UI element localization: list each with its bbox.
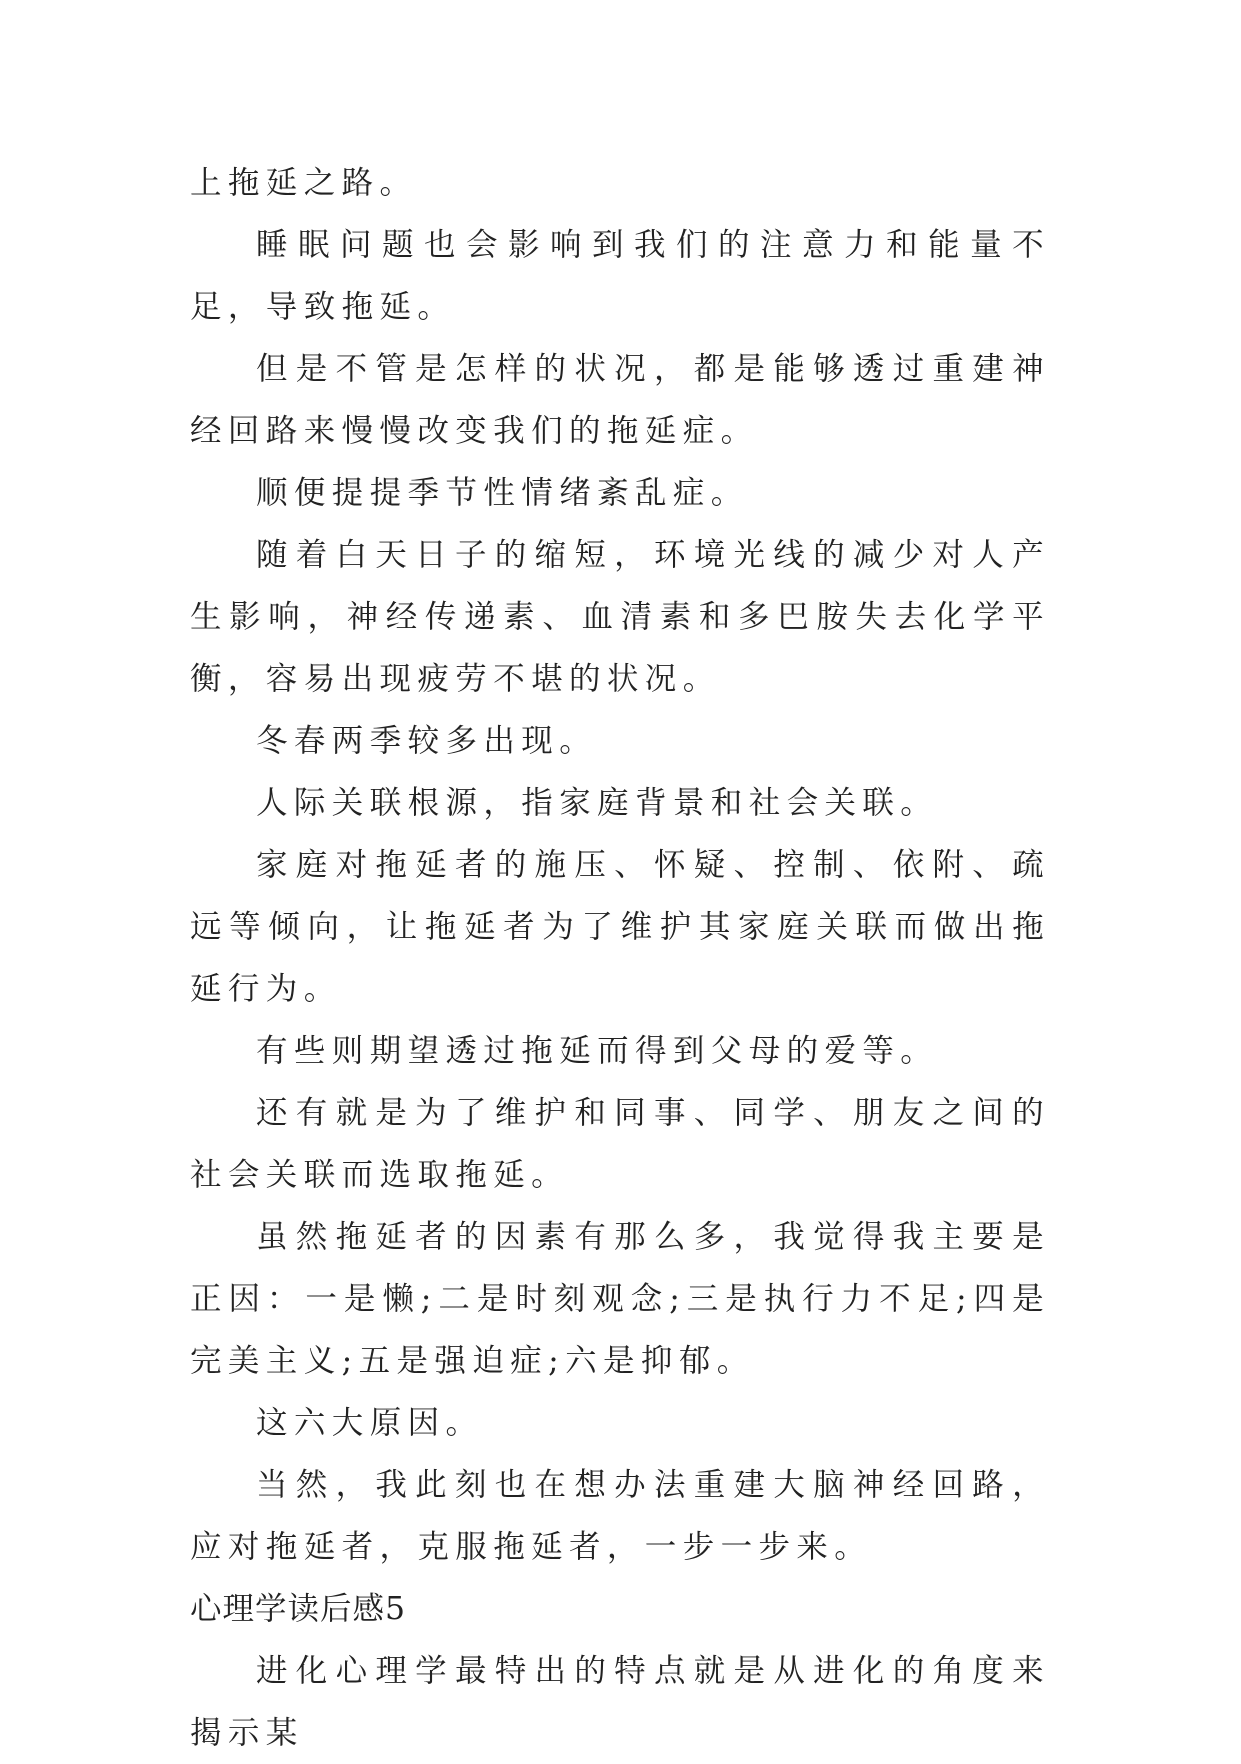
paragraph: 当然，我此刻也在想办法重建大脑神经回路，应对拖延者，克服拖延者，一步一步来。 bbox=[190, 1467, 1050, 1565]
paragraph: 冬春两季较多出现。 bbox=[256, 723, 598, 759]
paragraph: 进化心理学最特出的特点就是从进化的角度来揭示某 bbox=[190, 1653, 1050, 1751]
paragraph: 人际关联根源，指家庭背景和社会关联。 bbox=[256, 785, 939, 821]
paragraph: 顺便提提季节性情绪紊乱症。 bbox=[256, 475, 749, 511]
paragraph: 家庭对拖延者的施压、怀疑、控制、依附、疏远等倾向，让拖延者为了维护其家庭关联而做出拖延行为。 bbox=[190, 847, 1050, 1007]
section-heading: 心理学读后感5 bbox=[190, 1591, 407, 1627]
paragraph: 有些则期望透过拖延而得到父母的爱等。 bbox=[256, 1033, 939, 1069]
paragraph: 睡眠问题也会影响到我们的注意力和能量不足，导致拖延。 bbox=[190, 227, 1050, 325]
paragraph: 随着白天日子的缩短，环境光线的减少对人产生影响，神经传递素、血清素和多巴胺失去化学平衡，容易出现疲劳不堪的状况。 bbox=[190, 537, 1050, 697]
document-body bbox=[190, 152, 1050, 1764]
paragraph: 上拖延之路。 bbox=[190, 165, 418, 201]
paragraph: 但是不管是怎样的状况，都是能够透过重建神经回路来慢慢改变我们的拖延症。 bbox=[190, 351, 1050, 449]
paragraph: 虽然拖延者的因素有那么多，我觉得我主要是正因：一是懒;二是时刻观念;三是执行力不足;四是完美主义;五是强迫症;六是抑郁。 bbox=[190, 1219, 1050, 1379]
paragraph: 还有就是为了维护和同事、同学、朋友之间的社会关联而选取拖延。 bbox=[190, 1095, 1050, 1193]
paragraph: 这六大原因。 bbox=[256, 1405, 484, 1441]
